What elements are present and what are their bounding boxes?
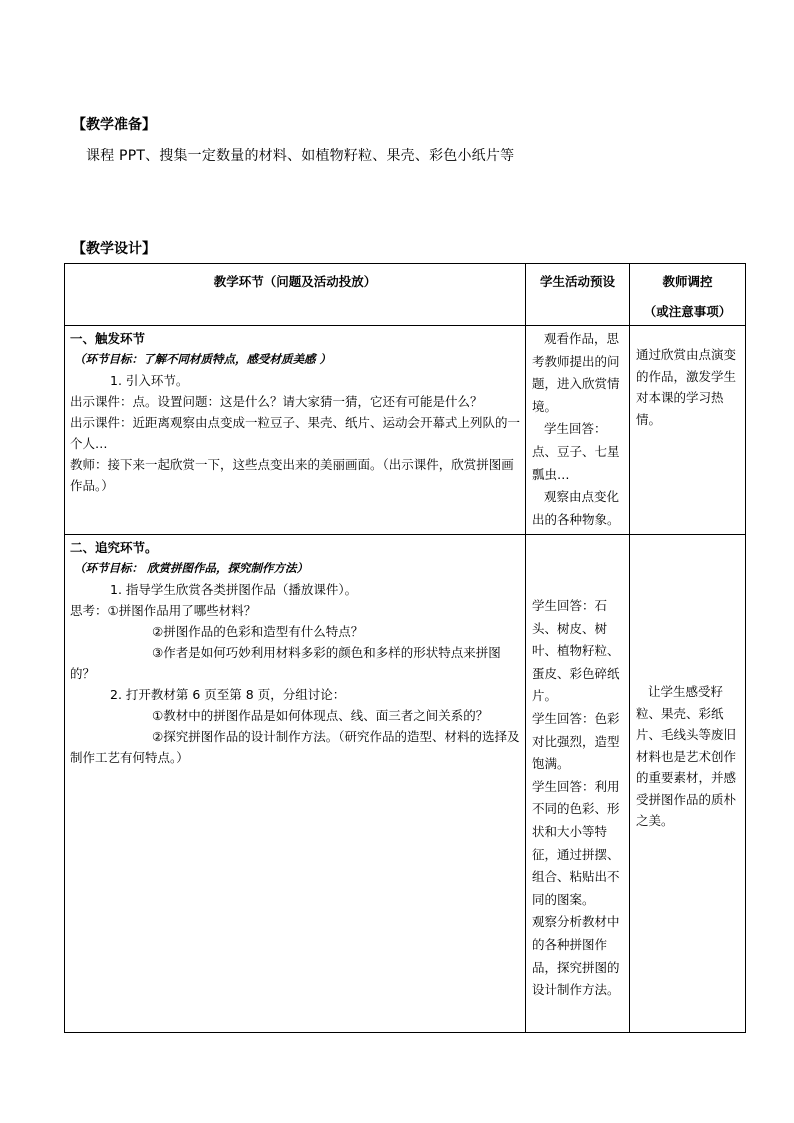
section2-line: ③作者是如何巧妙利用材料多彩的颜色和多样的形状特点来拼图的？ <box>70 645 501 681</box>
section2-line: 思考：①拼图作品用了哪些材料？ <box>70 603 257 618</box>
section1-student-cell <box>526 326 630 535</box>
section1-title: 一、触发环节 <box>70 331 146 346</box>
section1-step-cell <box>65 326 526 535</box>
student-text: 观看作品，思考教师提出的问题，进入欣赏情境。 <box>532 331 620 414</box>
student-text: 观察分析教材中的各种拼图作品，探究拼图的设计制作方法。 <box>532 914 620 998</box>
section2-line: 1. 指导学生欣赏各类拼图作品（播放课件）。 <box>110 582 358 597</box>
preparation-heading: 【教学准备】 <box>72 117 156 133</box>
preparation-text: 课程 PPT、搜集一定数量的材料、如植物籽粒、果壳、彩色小纸片等 <box>86 148 515 164</box>
student-text: 观察由点变化出的各种物象。 <box>532 489 620 527</box>
header-student-activity: 学生活动预设 <box>526 264 630 326</box>
section2-line: ②探究拼图作品的设计制作方法。（研究作品的造型、材料的选择及制作工艺有何特点。） <box>70 729 520 765</box>
teacher-text: 通过欣赏由点演变的作品，激发学生对本课的学习热情。 <box>636 347 737 427</box>
table-row <box>65 326 746 535</box>
header-teacher-control: 教师调控 （或注意事项） <box>630 264 746 326</box>
header-teaching-step: 教学环节（问题及活动投放） <box>65 264 526 326</box>
section1-line: 教师：接下来一起欣赏一下，这些点变出来的美丽画面。（出示课件，欣赏拼图画作品。） <box>70 457 514 493</box>
section2-line: ②拼图作品的色彩和造型有什么特点？ <box>152 624 364 639</box>
student-text: 学生回答：色彩对比强烈，造型饱满。 <box>532 710 620 772</box>
section1-line: 出示课件：近距离观察由点变成一粒豆子、果壳、纸片、运动会开幕式上列队的一个人… <box>70 415 521 451</box>
section2-student-cell <box>526 535 630 1033</box>
section1-line: 1. 引入环节。 <box>110 373 189 388</box>
section1-line: 出示课件：点。设置问题：这是什么？请大家猜一猜，它还有可能是什么？ <box>70 394 483 409</box>
design-heading: 【教学设计】 <box>72 241 156 257</box>
section2-line: ①教材中的拼图作品是如何体现点、线、面三者之间关系的？ <box>152 708 489 723</box>
section2-title: 二、追究环节。 <box>70 540 158 555</box>
table-header-row <box>65 264 746 326</box>
section1-teacher-cell <box>630 326 746 535</box>
table-row <box>65 535 746 1033</box>
student-text: 学生回答：利用不同的色彩、形状和大小等特征，通过拼摆、组合、粘贴出不同的图案。 <box>532 778 620 907</box>
section2-line: 2. 打开教材第 6 页至第 8 页，分组讨论： <box>110 687 346 702</box>
student-text: 学生回答：点、豆子、七星瓢虫… <box>532 421 620 482</box>
teacher-text: 让学生感受籽粒、果壳、彩纸片、毛线头等废旧材料也是艺术创作的重要素材，并感受拼图作品的质朴之美。 <box>636 684 737 828</box>
section1-goal: （环节目标：了解不同材质特点，感受材质美感 ） <box>74 352 332 366</box>
section2-goal: （环节目标： 欣赏拼图作品，探究制作方法） <box>74 561 309 575</box>
student-text: 学生回答：石头、树皮、树叶、植物籽粒、蛋皮、彩色碎纸片。 <box>532 598 620 704</box>
section2-step-cell <box>65 535 526 1033</box>
section2-teacher-cell <box>630 535 746 1033</box>
teaching-design-table <box>64 263 746 1033</box>
